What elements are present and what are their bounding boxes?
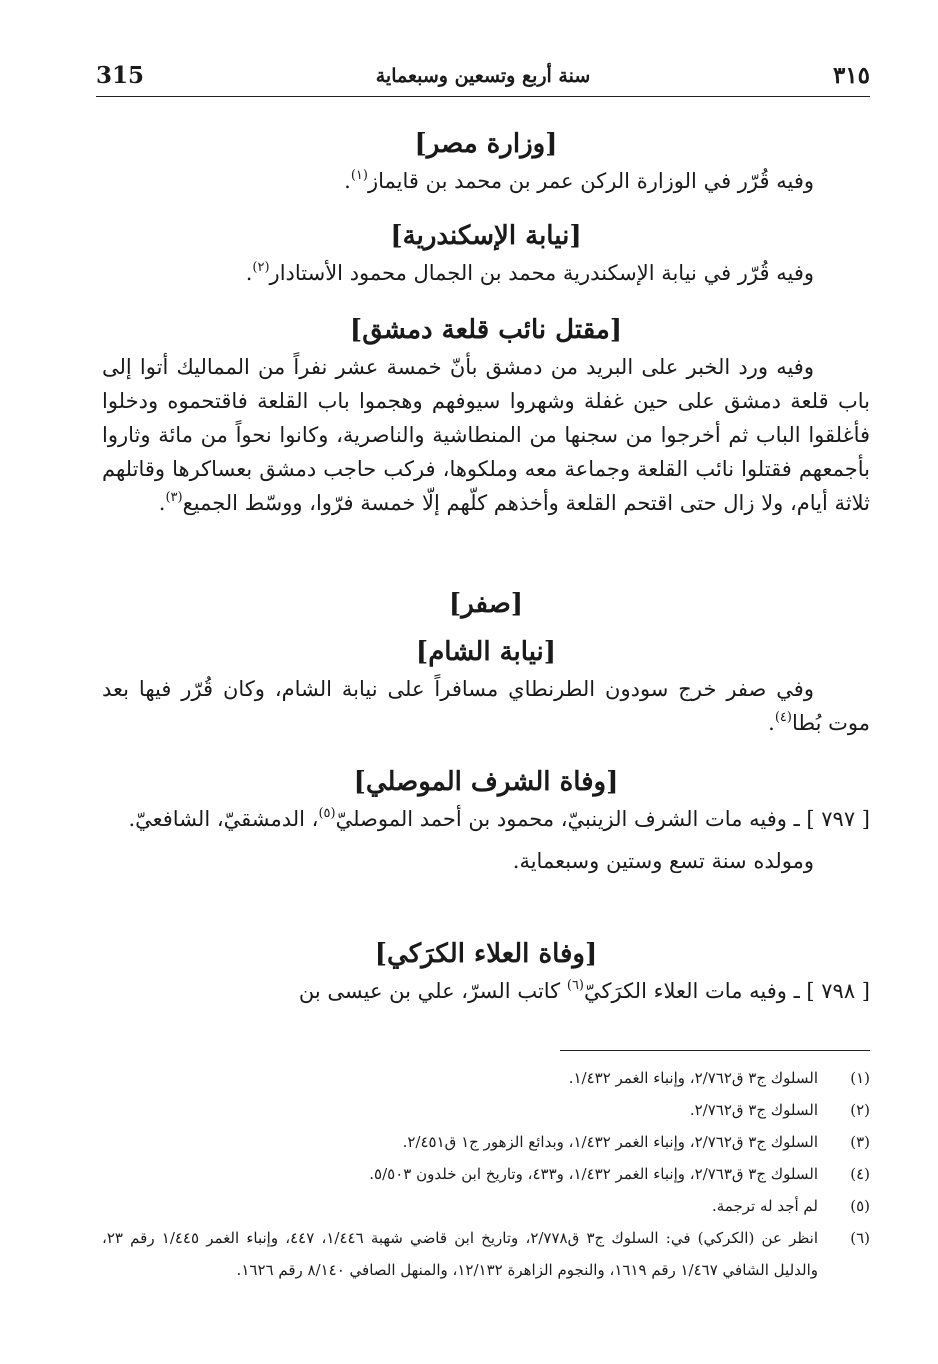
footnote-ref[interactable]: (٤) xyxy=(774,710,792,725)
footnote-ref[interactable]: (٣) xyxy=(165,490,183,505)
section-niyabat-al-sham xyxy=(102,632,870,740)
section-paragraph: وفيه ورد الخبر على البريد من دمشق بأنّ خمسة عشر نفراً من المماليك أتوا إلى باب قلعة دمشق على حين غفلة وشهروا سيوفهم وهجموا باب القلعة فاقتحموه ودخلوا فأغلقوا الباب ثم أخرجوا من سجنها من المنطاشية والناصرية، وكانوا نحواً من مائة وثاروا بأجمعهم فقتلوا نائب القلعة وجماعة معه وملكوها، فركب حاجب دمشق بعساكرها وقاتلهم ثلاثة أيام، ولا زال حتى اقتحم القلعة وأخذهم كلّهم إلّا خمسة فرّوا، ووسّط الجميع$^{(٣)}$. xyxy=(102,355,871,515)
footnotes xyxy=(102,1062,870,1286)
footnote-3 xyxy=(102,1126,870,1158)
footnote-text: انظر عن (الكركي) في: السلوك ج٣ ق٢/٧٧٨، وتاريخ ابن قاضي شهبة ١/٤٤٦، ٤٤٧، وإنباء الغمر ١/٤٤٥ رقم ٢٣، والدليل الشافي ١/٤٦٧ رقم ١٦١٩، والنجوم الزاهرة ١٢/١٣٢، والمنهل الصافي ٨/١٤٠ رقم ١٦٢٦. xyxy=(102,1229,819,1279)
footnote-number: (٢) xyxy=(850,1101,870,1119)
entry-798: [ ٧٩٨ ] ـ وفيه مات العلاء الكرَكيّ$^{(٦)}$ كاتب السرّ، علي بن عيسى بن xyxy=(298,978,870,1003)
page-number-arabic: ٣١٥ xyxy=(832,62,870,89)
section-heading: [وزارة مصر] xyxy=(414,129,558,159)
section-heading: [وفاة العلاء الكرَكي] xyxy=(374,939,598,969)
footnote-number: (٥) xyxy=(850,1197,870,1215)
footnote-text: لم أجد له ترجمة. xyxy=(712,1197,818,1215)
footnote-text: السلوك ج٣ ق٢/٧٦٣، وإنباء الغمر ١/٤٣٢، و٤٣٣، وتاريخ ابن خلدون ٥/٥٠٣. xyxy=(369,1165,818,1183)
section-wizarat-misr xyxy=(102,124,870,198)
section-heading: [وفاة الشرف الموصلي] xyxy=(353,767,619,797)
page-number-latin: 315 xyxy=(96,62,145,89)
section-heading: [نيابة الإسكندرية] xyxy=(390,221,582,251)
page-header xyxy=(96,58,870,94)
section-niyabat-iskandariya xyxy=(102,216,870,290)
section-paragraph: وفي صفر خرج سودون الطرنطاي مسافراً على نيابة الشام، وكان قُرّر فيها بعد موت بُطا$^{(٤)}$. xyxy=(102,677,870,735)
footnote-ref[interactable]: (٦) xyxy=(566,978,584,993)
footnote-1 xyxy=(102,1062,870,1094)
header-rule xyxy=(96,96,870,97)
section-safar xyxy=(102,584,870,624)
section-heading: [مقتل نائب قلعة دمشق] xyxy=(349,315,623,345)
section-wafat-al-sharaf xyxy=(102,762,870,878)
footnote-number: (٤) xyxy=(850,1165,870,1183)
footnote-2 xyxy=(102,1094,870,1126)
footnote-number: (٦) xyxy=(850,1229,870,1247)
footnote-ref[interactable]: (١) xyxy=(350,168,368,183)
footnote-text: السلوك ج٣ ق٢/٧٦٢، وإنباء الغمر ١/٤٣٢، وبدائع الزهور ج١ ق٢/٤٥١. xyxy=(402,1133,818,1151)
footnote-ref[interactable]: (٥) xyxy=(318,806,336,821)
footnote-4 xyxy=(102,1158,870,1190)
footnote-6 xyxy=(102,1222,870,1286)
footnote-text: السلوك ج٣ ق٢/٧٦٢، وإنباء الغمر ١/٤٣٢. xyxy=(568,1069,818,1087)
footnote-number: (١) xyxy=(850,1069,870,1087)
running-title: سنة أربع وتسعين وسبعماية xyxy=(375,65,591,87)
section-paragraph: وفيه قُرّر في نيابة الإسكندرية محمد بن الجمال محمود الأستادار$^{(٢)}$. xyxy=(245,260,814,285)
footnote-ref[interactable]: (٢) xyxy=(252,260,270,275)
footnote-text: السلوك ج٣ ق٢/٧٦٢. xyxy=(689,1101,818,1119)
section-heading: [صفر] xyxy=(448,589,524,619)
entry-797: [ ٧٩٧ ] ـ وفيه مات الشرف الزينبيّ، محمود بن أحمد الموصليّ$^{(٥)}$، الدمشقيّ، الشافعيّ. xyxy=(128,806,870,831)
footnote-separator xyxy=(560,1050,870,1051)
footnote-5 xyxy=(102,1190,870,1222)
section-heading: [نيابة الشام] xyxy=(415,637,557,667)
birth-note: ومولده سنة تسع وستين وسبعماية. xyxy=(512,849,814,873)
section-wafat-al-ala xyxy=(102,934,870,1008)
footnote-number: (٣) xyxy=(850,1133,870,1151)
section-paragraph: وفيه قُرّر في الوزارة الركن عمر بن محمد بن قايماز$^{(١)}$. xyxy=(344,168,814,193)
section-maqtal-naib-dimashq xyxy=(102,310,870,520)
